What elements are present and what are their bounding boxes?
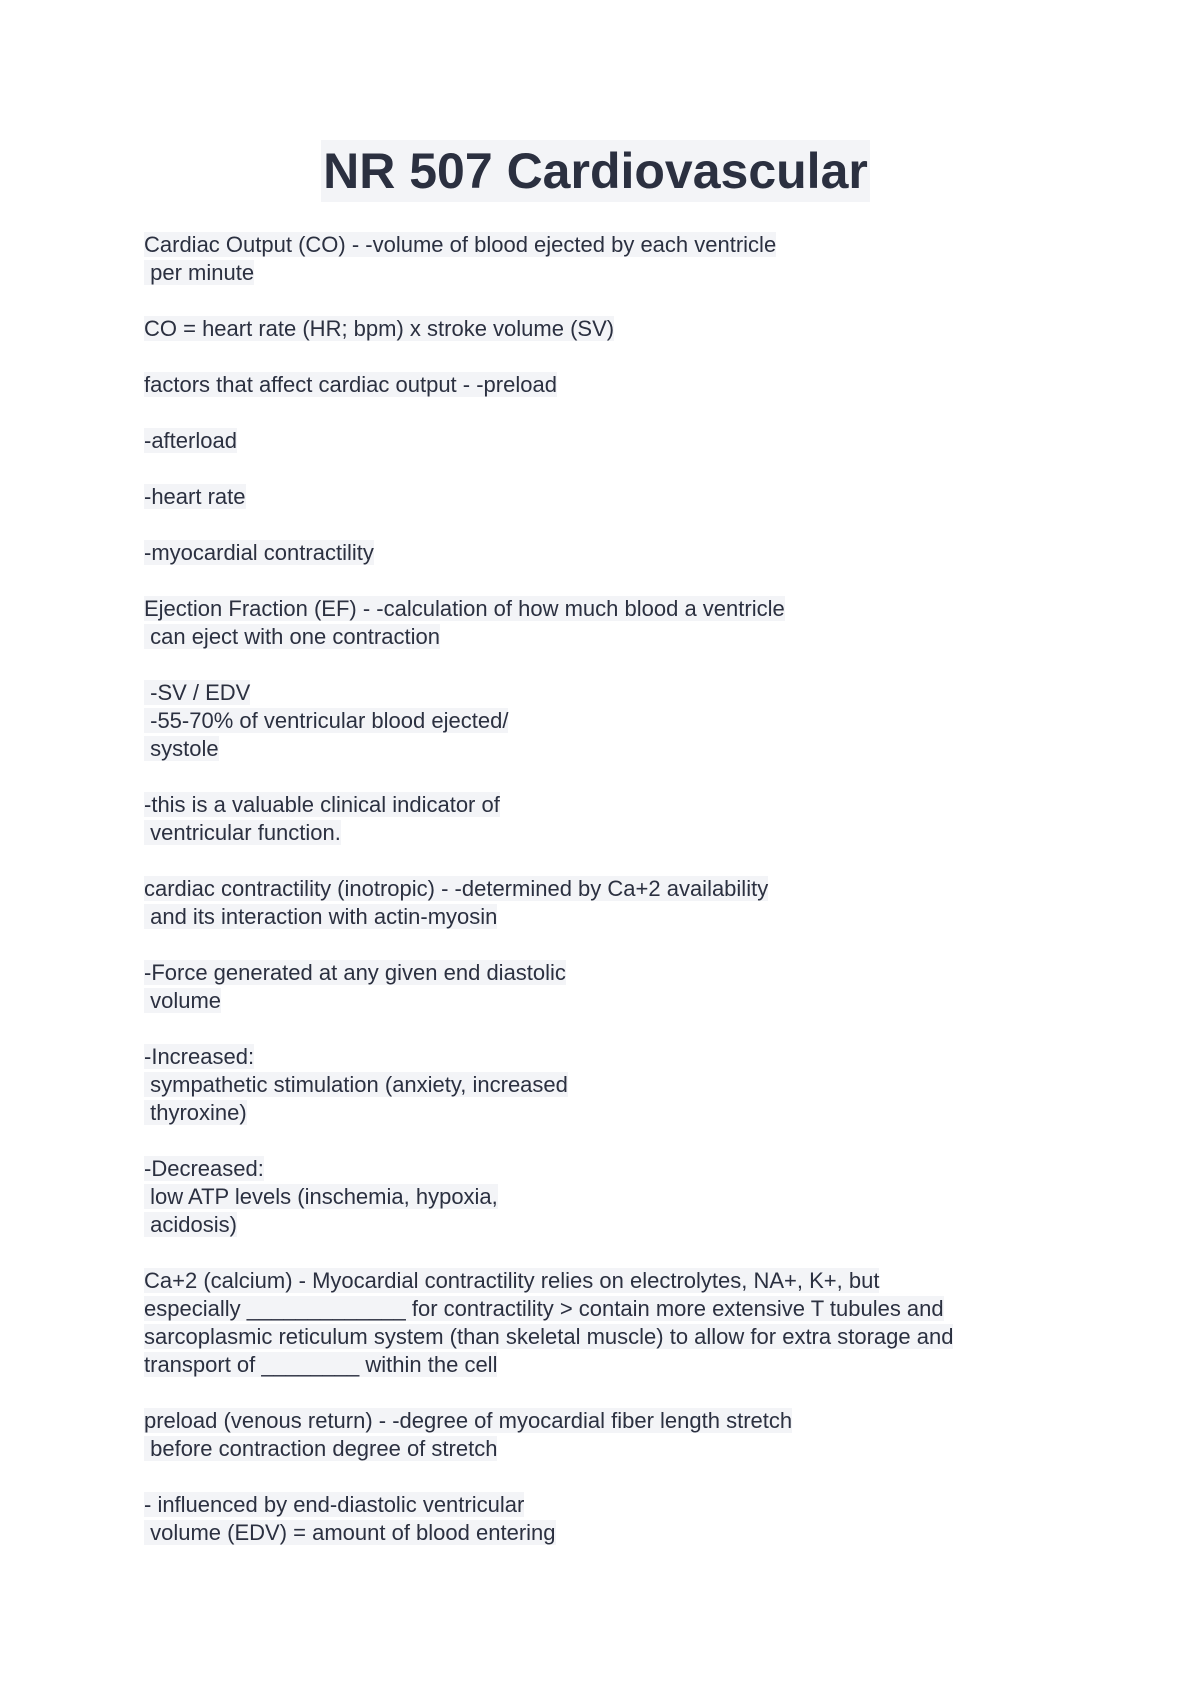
text-line-content: -Decreased: [144,1156,264,1181]
text-line [144,791,1044,819]
text-line-content: sympathetic stimulation (anxiety, increased [144,1072,568,1097]
text-line [144,903,1044,931]
paragraph [144,315,1044,343]
text-line [144,875,1044,903]
text-line [144,1183,1044,1211]
text-line-content: per minute [144,260,255,285]
text-line [144,1071,1044,1099]
text-line-content: thyroxine) [144,1100,247,1125]
text-line-content: low ATP levels (inschemia, hypoxia, [144,1184,498,1209]
paragraph [144,1491,1044,1547]
text-line [144,483,1044,511]
text-line-content: factors that affect cardiac output - -preload [144,372,557,397]
text-line [144,707,1044,735]
document-body [144,231,1044,1575]
paragraph [144,1267,1044,1379]
text-line-content: ventricular function. [144,820,341,845]
paragraph [144,595,1044,651]
text-line-content: -Increased: [144,1044,255,1069]
text-line [144,679,1044,707]
text-line [144,1323,1044,1351]
paragraph [144,427,1044,455]
paragraph [144,959,1044,1015]
text-line-content: sarcoplasmic reticulum system (than skeletal muscle) to allow for extra storage and [144,1324,954,1349]
text-line-content: especially _____________ for contractility > contain more extensive T tubules and [144,1296,944,1321]
text-line-content: Ejection Fraction (EF) - -calculation of how much blood a ventricle [144,596,785,621]
paragraph [144,371,1044,399]
text-line [144,1519,1044,1547]
text-line-content: before contraction degree of stretch [144,1436,498,1461]
text-line [144,539,1044,567]
text-line-content: cardiac contractility (inotropic) - -determined by Ca+2 availability [144,876,769,901]
text-line [144,623,1044,651]
paragraph [144,483,1044,511]
text-line-content: Cardiac Output (CO) - -volume of blood ejected by each ventricle [144,232,777,257]
text-line-content: Ca+2 (calcium) - Myocardial contractility relies on electrolytes, NA+, K+, but [144,1268,880,1293]
text-line [144,1351,1044,1379]
text-line [144,315,1044,343]
text-line [144,371,1044,399]
paragraph [144,1155,1044,1239]
text-line-content: -afterload [144,428,237,453]
text-line-content: -this is a valuable clinical indicator of [144,792,500,817]
text-line [144,987,1044,1015]
text-line [144,1155,1044,1183]
text-line-content: transport of ________ within the cell [144,1352,498,1377]
text-line-content: volume (EDV) = amount of blood entering [144,1520,556,1545]
text-line-content: -55-70% of ventricular blood ejected/ [144,708,509,733]
text-line [144,1295,1044,1323]
text-line [144,1491,1044,1519]
paragraph [144,231,1044,287]
text-line-content: preload (venous return) - -degree of myocardial fiber length stretch [144,1408,793,1433]
text-line-content: can eject with one contraction [144,624,440,649]
text-line [144,595,1044,623]
text-line-content: CO = heart rate (HR; bpm) x stroke volume (SV) [144,316,615,341]
text-line [144,231,1044,259]
text-line-content: and its interaction with actin-myosin [144,904,498,929]
paragraph [144,539,1044,567]
text-line [144,959,1044,987]
text-line [144,1435,1044,1463]
text-line [144,819,1044,847]
text-line [144,259,1044,287]
text-line-content: -Force generated at any given end diastolic [144,960,566,985]
text-line [144,427,1044,455]
paragraph [144,679,1044,763]
text-line [144,1407,1044,1435]
text-line [144,735,1044,763]
text-line-content: systole [144,736,219,761]
paragraph [144,875,1044,931]
paragraph [144,1407,1044,1463]
text-line-content: -SV / EDV [144,680,251,705]
document-title [0,140,1191,202]
text-line-content: - influenced by end-diastolic ventricular [144,1492,525,1517]
text-line-content: -myocardial contractility [144,540,374,565]
text-line [144,1211,1044,1239]
text-line [144,1267,1044,1295]
text-line-content: volume [144,988,222,1013]
text-line [144,1043,1044,1071]
text-line-content: acidosis) [144,1212,237,1237]
text-line [144,1099,1044,1127]
paragraph [144,791,1044,847]
text-line-content: -heart rate [144,484,246,509]
document-title-text: NR 507 Cardiovascular [321,140,870,202]
paragraph [144,1043,1044,1127]
